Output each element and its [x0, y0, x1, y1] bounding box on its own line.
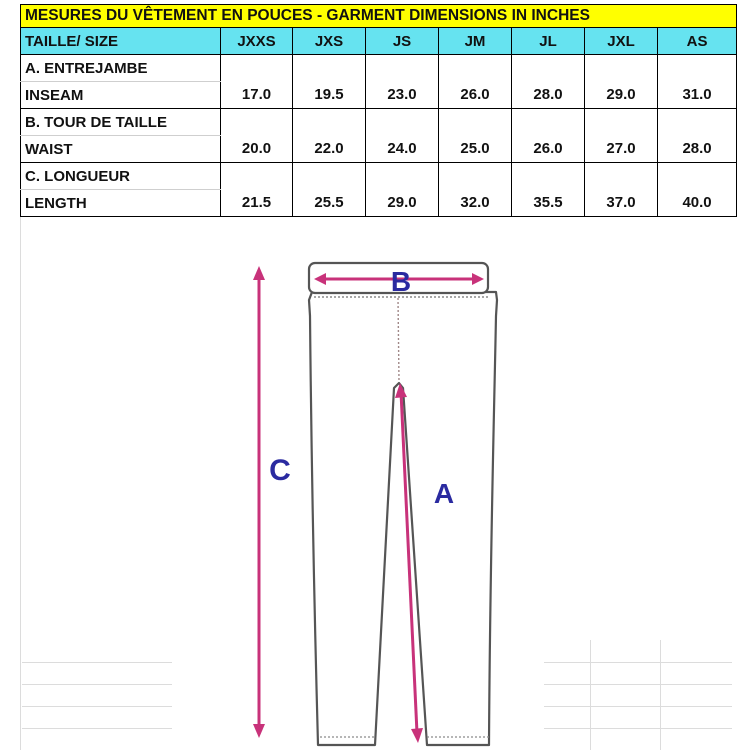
table-cell: 24.0	[366, 136, 439, 163]
table-cell: 26.0	[439, 82, 512, 109]
table-row	[21, 163, 737, 190]
table-row	[21, 82, 737, 109]
table-cell: 32.0	[439, 190, 512, 217]
table-cell: 21.5	[221, 190, 293, 217]
table-cell: 25.5	[293, 190, 366, 217]
inseam-letter-a: A	[433, 478, 455, 509]
size-column-header: JS	[366, 28, 439, 55]
table-title-row	[21, 5, 737, 28]
table-cell: 29.0	[585, 82, 658, 109]
size-column-header: JXS	[293, 28, 366, 55]
table-cell: 17.0	[221, 82, 293, 109]
table-row	[21, 109, 737, 136]
table-row	[21, 136, 737, 163]
size-column-header: JL	[512, 28, 585, 55]
table-cell: 27.0	[585, 136, 658, 163]
length-letter-c: C	[269, 454, 291, 487]
table-cell: 28.0	[658, 136, 737, 163]
measure-label-fr: C. LONGUEUR	[21, 163, 221, 190]
size-header: TAILLE/ SIZE	[21, 28, 221, 55]
measure-label-en: INSEAM	[21, 82, 221, 109]
measure-label-en: LENGTH	[21, 190, 221, 217]
measure-label-fr: A. ENTREJAMBE	[21, 55, 221, 82]
table-cell: 25.0	[439, 136, 512, 163]
table-cell: 31.0	[658, 82, 737, 109]
size-column-header: JXXS	[221, 28, 293, 55]
table-cell: 22.0	[293, 136, 366, 163]
table-cell: 28.0	[512, 82, 585, 109]
table-cell: 20.0	[221, 136, 293, 163]
table-cell: 19.5	[293, 82, 366, 109]
size-column-header: AS	[658, 28, 737, 55]
table-row	[21, 55, 737, 82]
table-cell: 40.0	[658, 190, 737, 217]
table-cell: 29.0	[366, 190, 439, 217]
size-column-header: JXL	[585, 28, 658, 55]
table-cell: 35.5	[512, 190, 585, 217]
table-cell: 37.0	[585, 190, 658, 217]
table-row	[21, 190, 737, 217]
table-header-row	[21, 28, 737, 55]
size-table	[20, 4, 737, 217]
measure-label-fr: B. TOUR DE TAILLE	[21, 109, 221, 136]
table-cell: 23.0	[366, 82, 439, 109]
measure-label-en: WAIST	[21, 136, 221, 163]
table-cell: 26.0	[512, 136, 585, 163]
size-column-header: JM	[439, 28, 512, 55]
table-title: MESURES DU VÊTEMENT EN POUCES - GARMENT DIMENSIONS IN INCHES	[21, 5, 737, 28]
waist-letter-b: B	[390, 266, 412, 297]
